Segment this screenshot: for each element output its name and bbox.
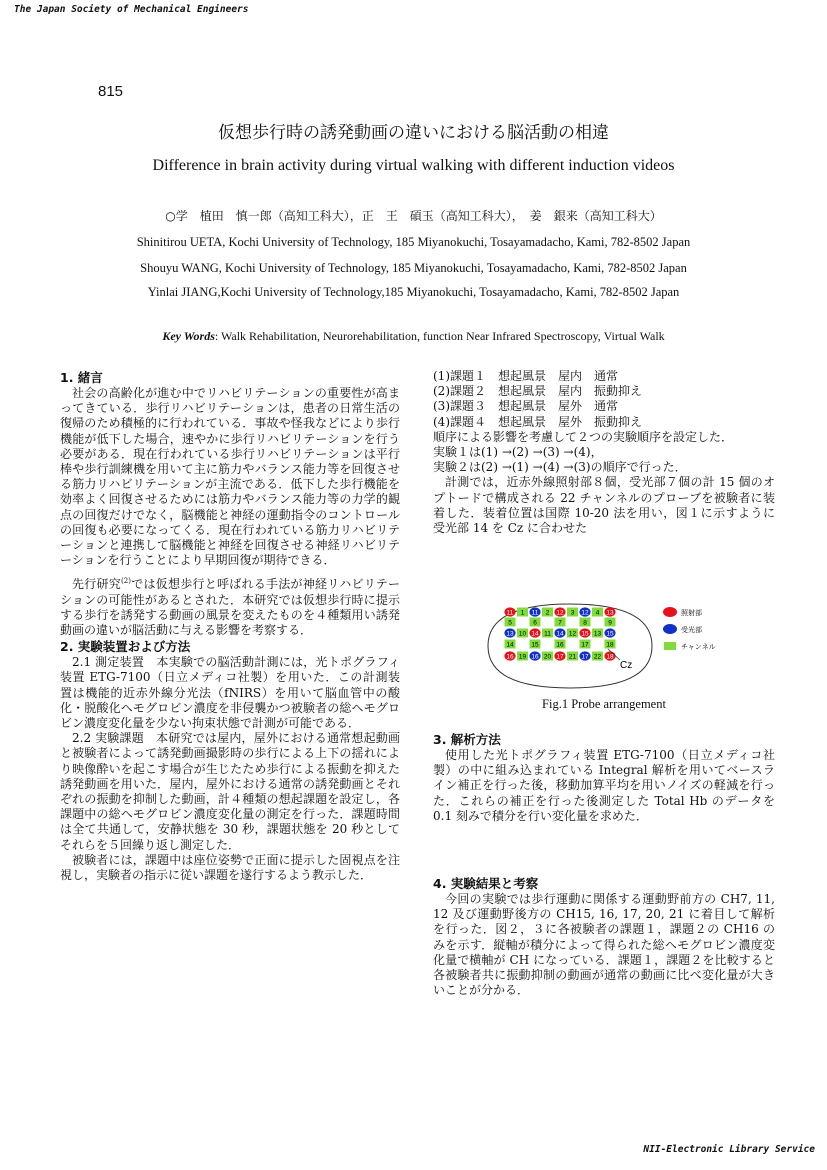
task-4: (4)課題４ 想起風景 屋外 振動抑え [433,414,642,429]
section-3 [433,731,775,824]
optode-label: 12 [581,609,589,617]
task-3: (3)課題３ 想起風景 屋外 通常 [433,399,618,414]
channel-label: 1 [520,609,525,617]
channel-label: 7 [558,619,562,627]
section-2-paragraph-3: 被験者には，課題中は座位姿勢で正面に提示した固視点を注視し，実験者の指示に従い課題を遂行するよう教示した． [60,852,400,883]
order-line-2: 実験１は(1) →(2) →(3) →(4)， [433,445,603,460]
legend-receiver-label: 受光部 [681,626,702,634]
channel-label: 17 [581,641,589,649]
channel-label: 10 [518,630,527,638]
journal-header: The Japan Society of Mechanical Engineers [14,4,249,15]
prior-work-text-cont: では仮想歩行と呼ばれる手法が神経リハビリテーションの可能性があるとされた．本研究では仮想歩行時に提示する歩行を誘発する動画の風景を変えたものを４種類用い誘発動画の違いが脳活動に与える影響を考察する． [60,577,400,638]
legend-emitter-label: 照射部 [681,609,702,617]
optode-label: 17 [556,653,564,661]
section-4 [433,875,775,998]
channel-label: 22 [593,653,602,661]
channel-label: 2 [545,609,550,617]
left-column [60,369,400,883]
optode-label: 18 [606,653,614,661]
section-3-heading: 3. 解析方法 [433,732,501,747]
channel-label: 15 [531,641,539,649]
title-english: Difference in brain activity during virtual walking with different induction videos [152,157,675,174]
channel-label: 8 [583,619,587,627]
page-number: 815 [98,83,124,100]
channel-label: 13 [593,630,602,638]
optode-label: 14 [556,630,564,638]
keywords-label: Key Words [162,329,215,343]
optode-label: 13 [506,630,514,638]
optode-label: 15 [606,630,614,638]
optode-label: 15 [581,630,589,638]
citation-ref: (2) [121,577,131,586]
authors-japanese: ○学 植田 慎一郎（高知工科大），正 王 碩玉（高知工科大）， 姜 銀来（高知工科大） [165,209,662,223]
optode-label: 14 [531,630,539,638]
title-japanese: 仮想歩行時の誘発動画の違いにおける脳活動の相違 [218,123,609,143]
section-3-paragraph: 使用した光トポグラフィ装置 ETG-7100（日立メディコ社製）の中に組み込まれている Integral 解析を用いてベースライン補正を行った後，移動加算平均を用いノイズの軽減を行った．これらの補正を行った後測定した Total Hb のデータを 0.1 刻みで積分を行い変化量を求めた． [433,748,775,823]
task-1: (1)課題１ 想起風景 屋内 通常 [433,369,618,383]
figure-1-caption: Fig.1 Probe arrangement [542,697,666,711]
optode-label: 16 [531,653,539,661]
order-line-1: 順序による影響を考慮して２つの実験順序を設定した． [433,429,734,444]
channel-label: 6 [533,619,537,627]
channel-label: 12 [568,630,577,638]
section-4-paragraph: 今回の実験では歩行運動に関係する運動野前方の CH7, 11, 12 及び運動野後方の CH15, 16, 17, 20, 21 に着目して解析を行った．図２，３に各被験者の課題１，課題２の CH16 のみを示す．縦軸が積分によって得られた総ヘモグロビン濃度変化量で横軸が CH になっている．課題１，課題２を比較すると各被験者共に振動抑制の動画が通常の動画に比べ変化量が大きいことが分かる． [433,892,775,998]
channel-label: 9 [608,619,612,627]
channel-label: 14 [506,641,514,649]
channel-label: 21 [568,653,577,661]
affiliation-1: Shinitirou UETA, Kochi University of Technology, 185 Miyanokuchi, Tosayamadacho, Kami, 782-8502 Japan [136,235,691,249]
optode-label: 16 [506,653,514,661]
legend-emitter-symbol [663,607,677,617]
legend-receiver-symbol [663,624,677,634]
footer-service: NII-Electronic Library Service [643,1144,815,1155]
probe-arrangement-figure [480,596,716,692]
optode-label: 11 [531,609,539,617]
optode-label: 13 [606,609,614,617]
section-2-heading: 2. 実験装置および方法 [60,639,191,655]
measurement-paragraph: 計測では，近赤外線照射部８個，受光部７個の計 15 個のオプトードで構成される 22 チャンネルのプローブを被験者に装着した．装着位置は国際 10-20 法を用い，図１に示すように受光部 14 を Cz に合わせた [433,475,775,536]
optode-label: 11 [506,609,514,617]
probe-grid [504,607,615,660]
optode-label: 12 [556,609,564,617]
section-1-paragraph-2 [60,574,400,638]
section-4-heading: 4. 実験結果と考察 [433,876,539,891]
order-line-3: 実験２は(2) →(1) →(4) →(3)の順序で行った． [433,460,687,475]
legend-channel-symbol [664,642,676,650]
channel-label: 19 [518,653,527,661]
cz-label: Cz [620,660,633,671]
channel-label: 16 [556,641,564,649]
channel-label: 11 [544,630,551,638]
right-column-top [433,369,775,536]
channel-label: 18 [606,641,614,649]
channel-label: 20 [543,653,552,661]
legend-channel-label: チャンネル [681,643,716,651]
affiliation-3: Yinlai JIANG,Kochi University of Technology,185 Miyanokuchi, Tosayamadacho, Kami, 782-8502 Japan [147,285,680,299]
keywords [0,329,827,344]
affiliation-2: Shouyu WANG, Kochi University of Technology, 185 Miyanokuchi, Tosayamadacho, Kami, 782-8502 Japan [140,261,687,275]
keywords-text: : Walk Rehabilitation, Neurorehabilitation, function Near Infrared Spectroscopy, Virtual Walk [214,329,665,343]
task-2: (2)課題２ 想起風景 屋内 振動抑え [433,384,642,399]
optode-label: 17 [581,653,589,661]
channel-label: 3 [570,609,575,617]
section-2-paragraph-2: 2.2 実験課題 本研究では屋内，屋外における通常想起動画と被験者によって誘発動画撮影時の歩行による上下の揺れにより映像酔いを起こす場合が生じたため歩行による振動を抑えた誘発動画を用いた．屋内，屋外における通常の誘発動画とそれぞれの振動を抑制した動画，計４種類の想起課題を設定し，各課題中の総ヘモグロビン濃度変化量の測定を行った．課題時間は全て共通して，安静状態を 30 秒，課題状態を 20 秒としてそれらを５回繰り返し測定した． [60,731,400,852]
section-1-heading: 1. 緒言 [60,370,103,385]
section-2-paragraph-1: 2.1 測定装置 本実験での脳活動計測には，光トポグラフィ装置 ETG-7100（日立メディコ社製）を用いた．この計測装置は機能的近赤外線分光法（fNIRS）を用いて脳血管中の酸化・脱酸化ヘモグロビン濃度を非侵襲かつ被験者の総ヘモグロビン濃度変化量を少ない拘束状態で計測が可能である． [60,655,400,731]
prior-work-text: 先行研究 [72,577,122,592]
channel-label: 5 [508,619,512,627]
channel-label: 4 [595,609,600,617]
section-1-paragraph-1: 社会の高齢化が進む中でリハビリテーションの重要性が高まってきている．歩行リハビリテーションは，患者の日常生活の復帰のため積極的に行われている．事故や怪我などにより歩行機能が低下した場合，速やかに歩行リハビリテーションを行う必要がある．現在行われている歩行リハビリテーションは平行棒や歩行訓練機を用いて主に筋力やバランス能力等を回復させる筋力リハビリテーションが主流である．低下した歩行機能を効率よく回復させるためには筋力やバランス能力等の力学的観点の回復だけでなく，脳機能と神経の運動指令のコントロールの回復も必要になってくる．現在行われている筋力リハビリテーションと連携して脳機能と神経を回復させる神経リハビリテーションを行うことにより早期回復が期待できる． [60,386,400,568]
